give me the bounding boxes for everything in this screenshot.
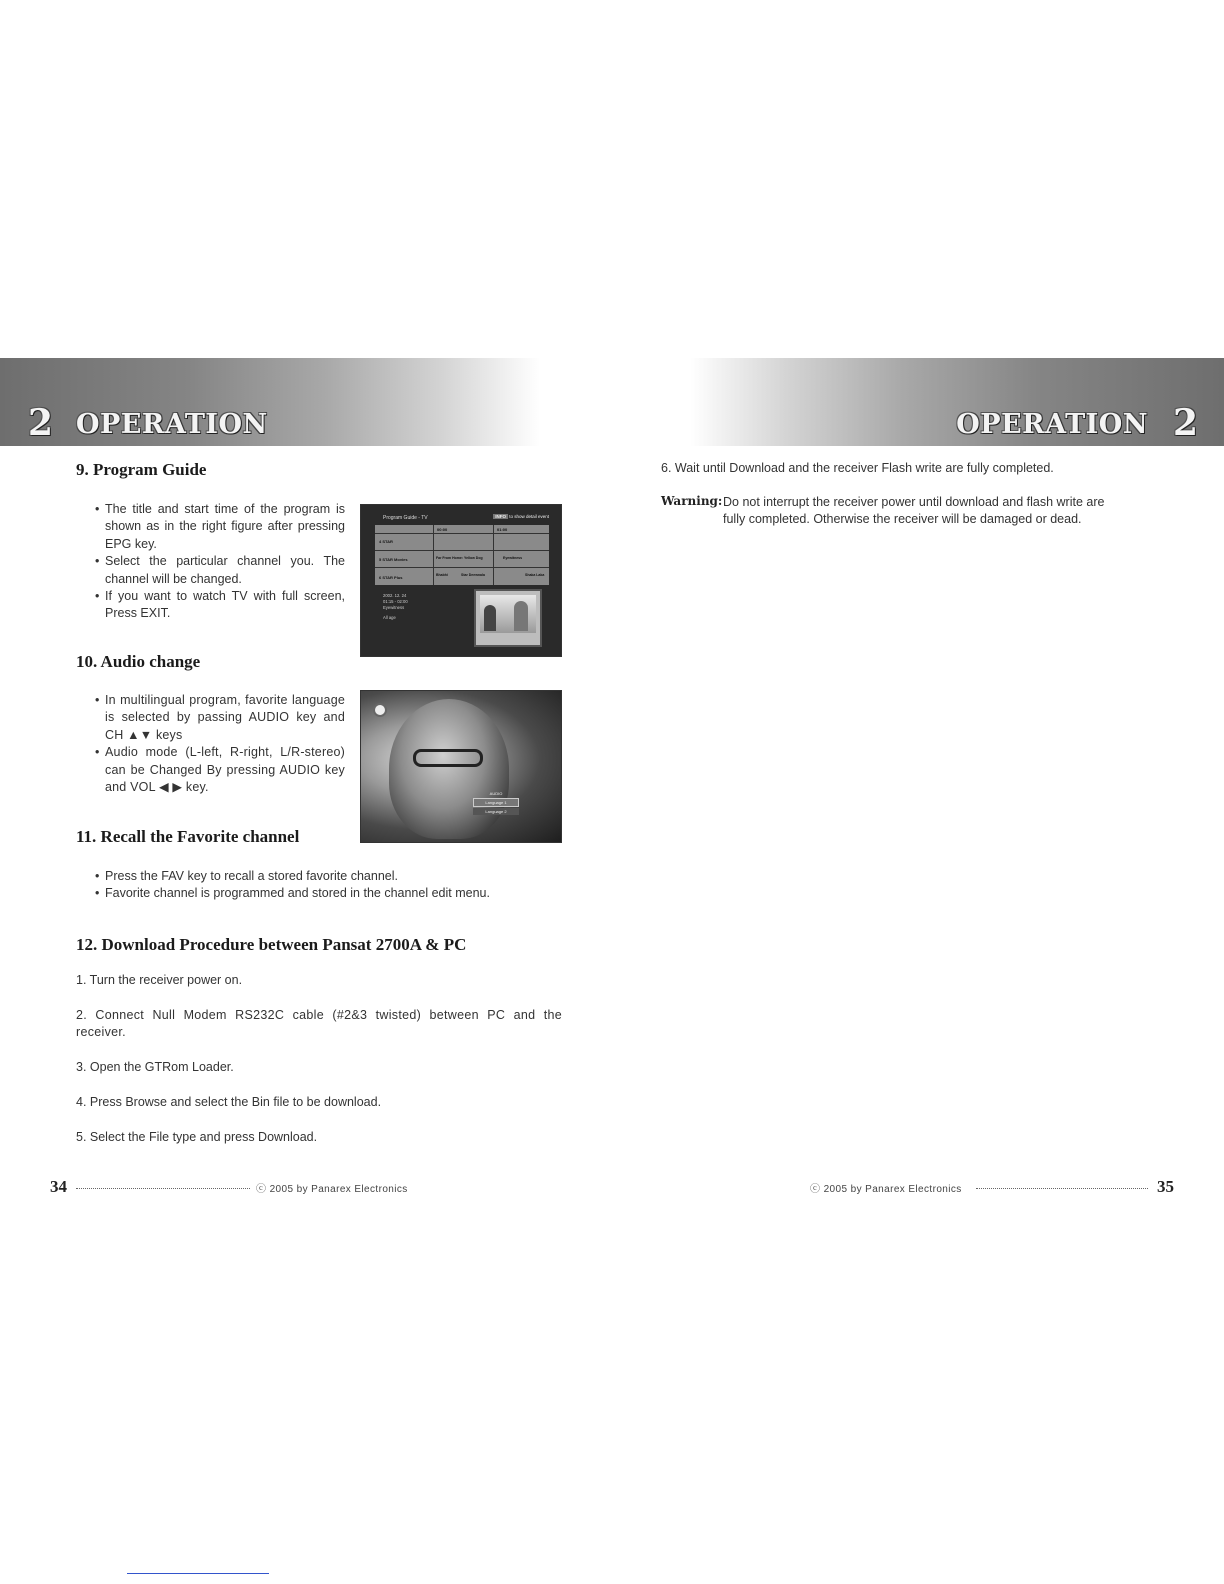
epg-detail: 2002. 12. 24 — [383, 593, 407, 598]
page-number-right: 35 — [1157, 1177, 1174, 1196]
epg-info-hint — [493, 514, 549, 519]
heading-program-guide: 9. Program Guide — [76, 460, 207, 479]
audio-change-bullets — [95, 692, 345, 796]
copyright-right: ⓒ 2005 by Panarex Electronics — [810, 1184, 962, 1195]
epg-grid — [375, 525, 549, 585]
warning-text-line2: fully completed. Otherwise the receiver will be damaged or dead. — [723, 512, 1082, 526]
info-text: to show detail event — [509, 514, 549, 519]
epg-program: Eyewitness — [503, 556, 523, 560]
chapter-number-right: 2 — [1172, 402, 1198, 444]
bullet-item: • Favorite channel is programmed and stored in the channel edit menu. — [95, 885, 575, 902]
bullet-item: • If you want to watch TV with full screen, Press EXIT. — [95, 588, 345, 623]
epg-time: 00:00 — [437, 527, 448, 532]
epg-detail: All age — [383, 615, 396, 620]
channel-logo-icon — [373, 703, 387, 717]
header-band-left — [0, 358, 540, 446]
download-step: 2. Connect Null Modem RS232C cable (#2&3 twisted) between PC and the receiver. — [76, 1008, 562, 1040]
audio-menu-label: AUDIO — [489, 791, 503, 796]
info-key: INFO — [495, 514, 506, 519]
heading-download-procedure: 12. Download Procedure between Pansat 2700A & PC — [76, 935, 467, 954]
chapter-title-right: OPERATION — [956, 409, 1148, 440]
epg-program: Far From Home: Yellow Dog — [436, 556, 483, 560]
audio-option: Language 2 — [473, 808, 519, 815]
epg-time: 01:00 — [497, 527, 508, 532]
header-band-right — [690, 358, 1224, 446]
download-step: 5. Select the File type and press Download. — [76, 1130, 318, 1144]
copyright-left: ⓒ 2005 by Panarex Electronics — [256, 1184, 408, 1195]
bullet-item: • In multilingual program, favorite language is selected by passing AUDIO key and CH ▲▼ keys — [95, 692, 345, 744]
epg-channel: 4 STAR — [379, 539, 393, 544]
epg-program: Shaka Laka — [525, 573, 545, 577]
recall-favorite-bullets — [95, 868, 575, 903]
page-number-left: 34 — [50, 1177, 67, 1196]
audio-screenshot — [360, 690, 562, 843]
epg-title: Program Guide - TV — [383, 515, 428, 521]
epg-details — [383, 593, 408, 621]
heading-recall-favorite: 11. Recall the Favorite channel — [76, 827, 300, 846]
download-step: 3. Open the GTRom Loader. — [76, 1060, 234, 1074]
warning-label: Warning: — [661, 494, 723, 508]
bullet-item: • Select the particular channel you. The channel will be changed. — [95, 553, 345, 588]
epg-detail: 01:15 - 02:00 — [383, 599, 408, 604]
audio-menu — [473, 791, 519, 815]
bullet-item: • The title and start time of the program is shown as in the right figure after pressing EPG key. — [95, 501, 345, 553]
epg-channel: 5 STAR Movies — [379, 557, 408, 562]
bullet-item: • Press the FAV key to recall a stored favorite channel. — [95, 868, 575, 885]
scan-artifact-line — [127, 1573, 269, 1574]
footer-divider-right — [976, 1188, 1148, 1189]
audio-option: Language 1 — [473, 798, 519, 807]
chapter-number-left: 2 — [28, 402, 54, 444]
download-step: 1. Turn the receiver power on. — [76, 973, 243, 987]
epg-program: Star Deewnala — [461, 573, 485, 577]
epg-preview-window — [474, 589, 542, 647]
epg-screenshot — [360, 504, 562, 657]
download-step: 6. Wait until Download and the receiver Flash write are fully completed. — [661, 461, 1054, 475]
heading-audio-change: 10. Audio change — [76, 652, 201, 671]
epg-detail: Eyewitness — [383, 605, 405, 610]
chapter-title-left: OPERATION — [76, 409, 268, 440]
download-step: 4. Press Browse and select the Bin file to be download. — [76, 1095, 382, 1109]
epg-channel: 6 STAR Plus — [379, 575, 403, 580]
footer-divider-left — [76, 1188, 250, 1189]
warning-text-line1: Do not interrupt the receiver power until download and flash write are — [723, 495, 1105, 509]
epg-program: Bhabhi — [436, 573, 448, 577]
bullet-item: • Audio mode (L-left, R-right, L/R-stereo) can be Changed By pressing AUDIO key and VOL ◀ ▶ key. — [95, 744, 345, 796]
program-guide-bullets — [95, 501, 345, 623]
